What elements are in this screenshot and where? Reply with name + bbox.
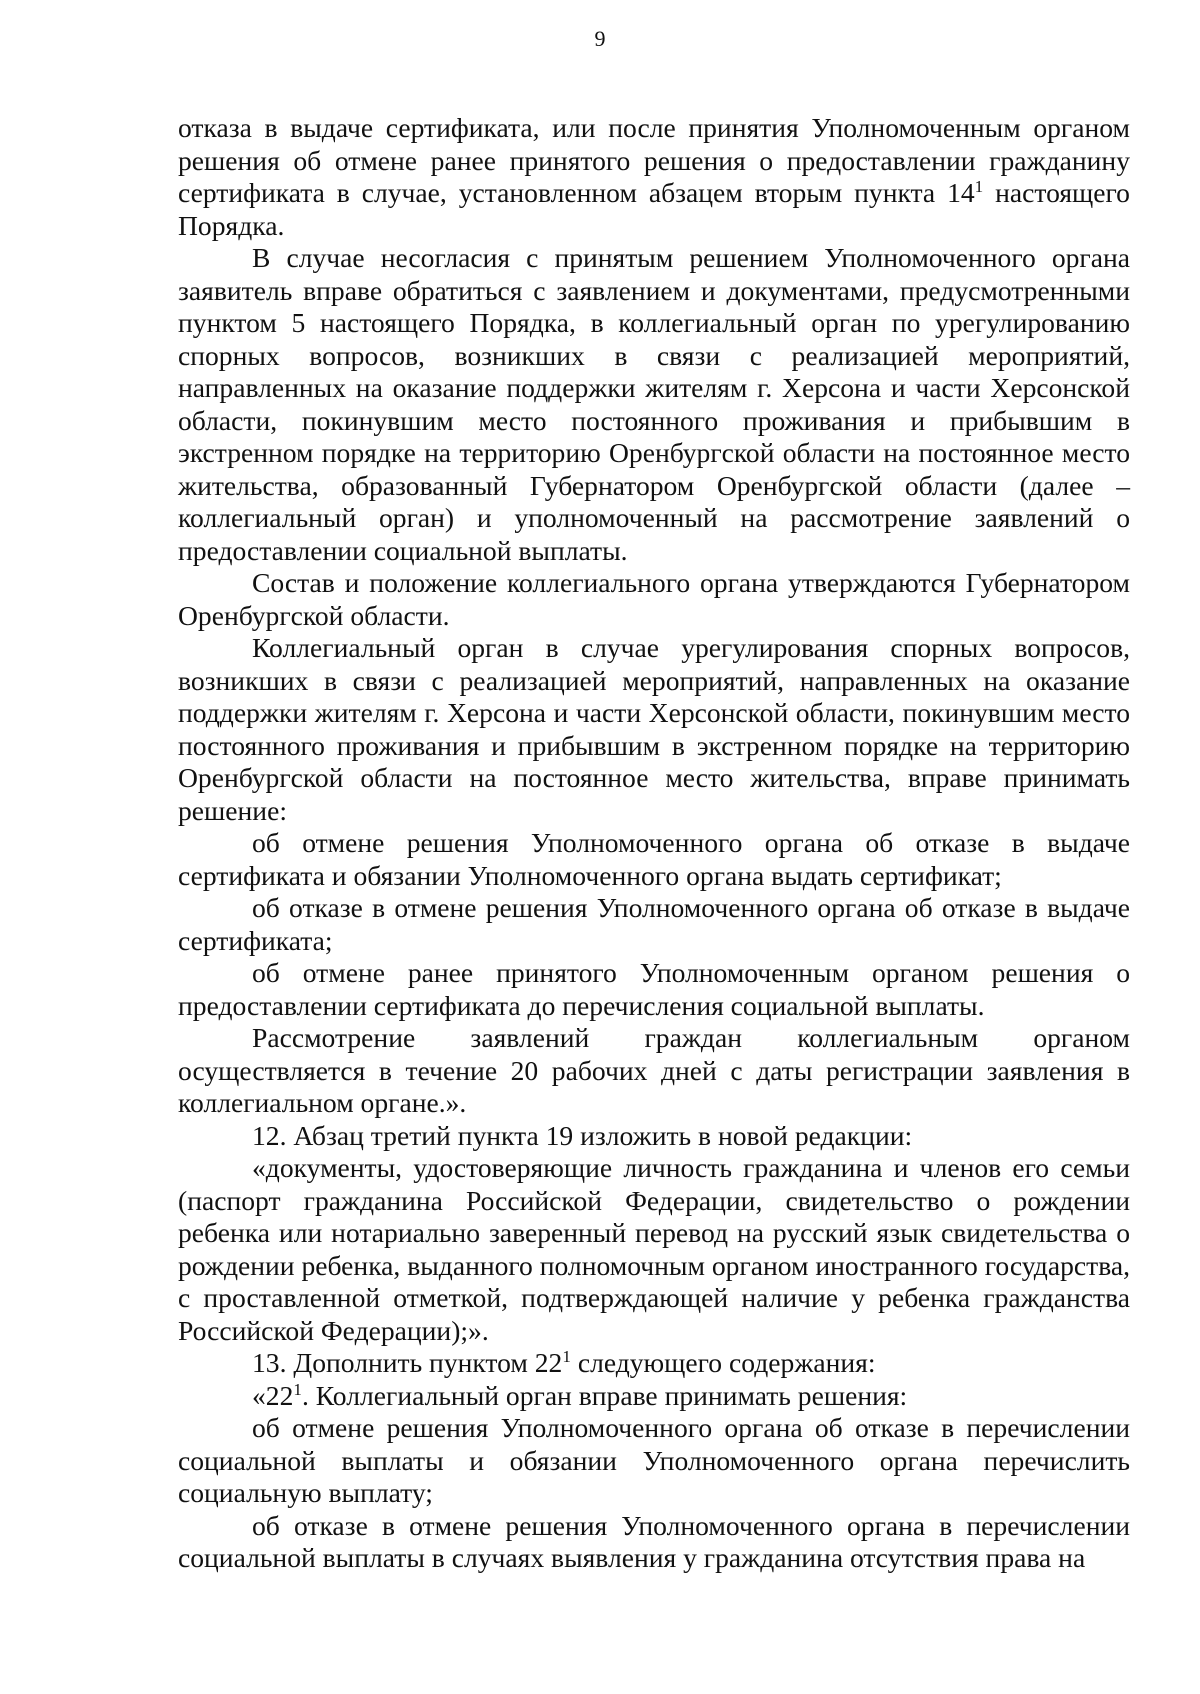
superscript: 1 xyxy=(293,1379,302,1399)
paragraph: об отмене ранее принятого Уполномоченным органом решения о предоставлении сертификата до перечисления социальной выплаты. xyxy=(178,957,1130,1021)
paragraph: об отмене решения Уполномоченного органа об отказе в перечислении социальной выплаты и обязании Уполномоченного органа перечислить социальную выплату; xyxy=(178,1412,1130,1508)
paragraph: В случае несогласия с принятым решением Уполномоченного органа заявитель вправе обратиться с заявлением и документами, предусмотренными пунктом 5 настоящего Порядка, в коллегиальный орган по урегулированию спорных вопросов, возникших в связи с реализацией мероприятий, направленных на оказание поддержки жителям г. Херсона и части Херсонской области, покинувшим место постоянного проживания и прибывшим в экстренном порядке на территорию Оренбургской области на постоянное место жительства, образованный Губернатором Оренбургской области (далее – коллегиальный орган) и уполномоченный на рассмотрение заявлений о предоставлении социальной выплаты. xyxy=(178,242,1130,566)
paragraph-text: 13. Дополнить пунктом 22 xyxy=(252,1347,563,1378)
paragraph: Коллегиальный орган в случае урегулирования спорных вопросов, возникших в связи с реализацией мероприятий, направленных на оказание поддержки жителям г. Херсона и части Херсонской области, покинувшим место постоянного проживания и прибывшим в экстренном порядке на территорию Оренбургской области на постоянное место жительства, вправе принимать решение: xyxy=(178,632,1130,826)
paragraph: об отмене решения Уполномоченного органа об отказе в выдаче сертификата и обязании Уполномоченного органа выдать сертификат; xyxy=(178,827,1130,891)
paragraph: «документы, удостоверяющие личность гражданина и членов его семьи (паспорт гражданина Российской Федерации, свидетельство о рождении ребенка или нотариально заверенный перевод на русский язык свидетельства о рождении ребенка, выданного полномочным органом иностранного государства, с проставленной отметкой, подтверждающей наличие у ребенка гражданства Российской Федерации);». xyxy=(178,1152,1131,1346)
paragraph-text-continuation: настоящего Порядка. xyxy=(178,177,1130,241)
paragraph: Состав и положение коллегиального органа утверждаются Губернатором Оренбургской области. xyxy=(178,567,1130,631)
paragraph: об отказе в отмене решения Уполномоченного органа в перечислении социальной выплаты в случаях выявления у гражданина отсутствия права на xyxy=(178,1509,1130,1573)
paragraph xyxy=(178,112,1130,242)
paragraph-text-continuation: следующего содержания: xyxy=(570,1347,876,1378)
paragraph: 12. Абзац третий пункта 19 изложить в новой редакции: xyxy=(252,1119,913,1151)
paragraph: об отказе в отмене решения Уполномоченного органа об отказе в выдаче сертификата; xyxy=(178,892,1130,956)
page-number: 9 xyxy=(594,26,606,51)
paragraph: Рассмотрение заявлений граждан коллегиальным органом осуществляется в течение 20 рабочих дней с даты регистрации заявления в коллегиальном органе.». xyxy=(178,1022,1130,1118)
document-body xyxy=(178,112,1130,1575)
paragraph-text: отказа в выдаче сертификата, или после принятия Уполномоченным органом решения об отмене ранее принятого решения о предоставлении гражданину сертификата в случае, установленном абзацем вторым пункта 14 xyxy=(178,112,1130,208)
superscript: 1 xyxy=(562,1346,571,1366)
paragraph xyxy=(178,1380,1130,1413)
superscript: 1 xyxy=(974,176,984,196)
paragraph-text-continuation: . Коллегиальный орган вправе принимать решения: xyxy=(301,1379,908,1411)
paragraph-text: «22 xyxy=(252,1379,294,1411)
paragraph xyxy=(178,1347,1130,1380)
